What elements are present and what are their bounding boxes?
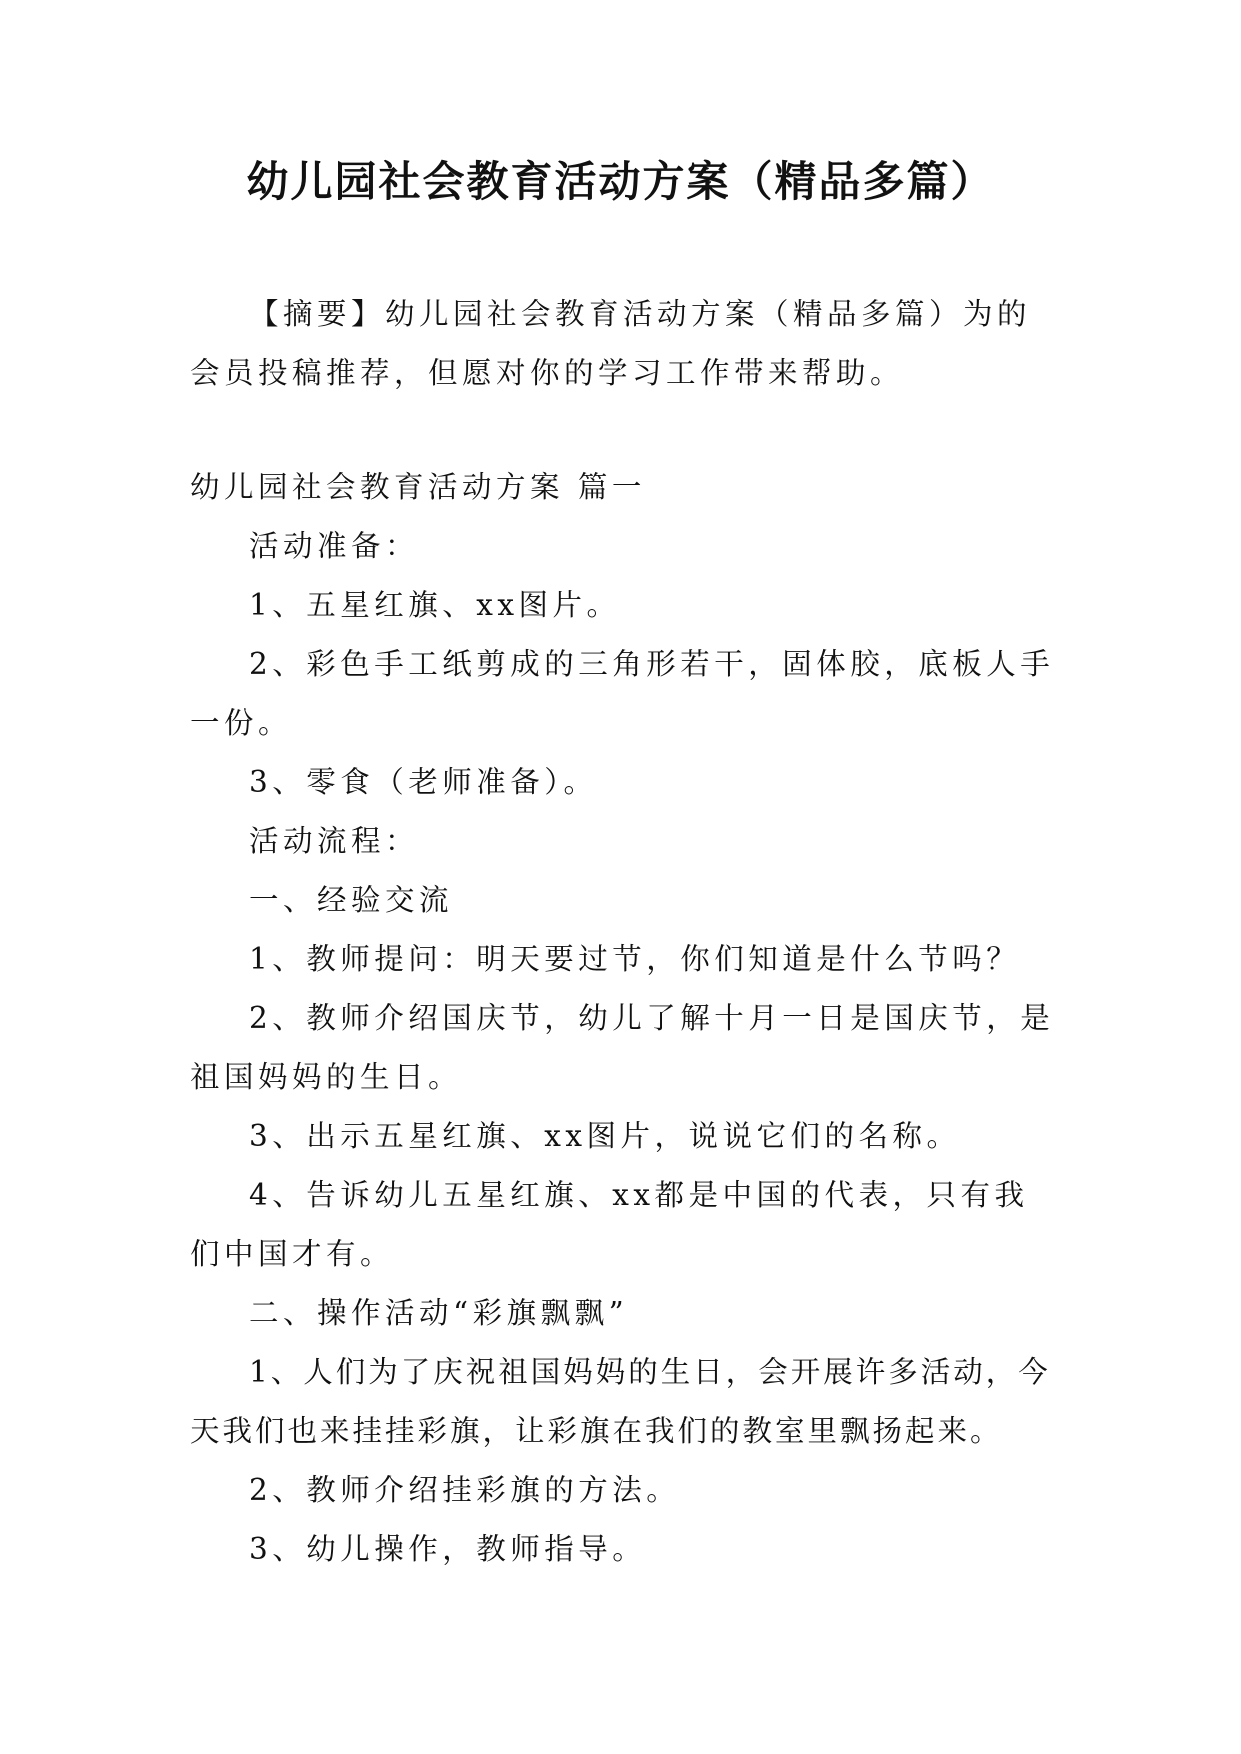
content-block: [190, 458, 1060, 1579]
abstract-block: [190, 285, 1060, 403]
paragraph-step-one-item-1: 1、教师提问：明天要过节，你们知道是什么节吗？: [249, 942, 1021, 976]
document-title: 幼儿园社会教育活动方案（精品多篇）: [246, 157, 995, 206]
paragraph-prep-heading: 活动准备：: [249, 529, 420, 563]
paragraph-step-one-item-3: 3、出示五星红旗、xx图片，说说它们的名称。: [249, 1119, 961, 1153]
paragraph-flow-heading: 活动流程：: [249, 824, 420, 858]
paragraph-step-two-heading: 二、操作活动“彩旗飘飘”: [249, 1296, 629, 1330]
paragraph-step-two-item-2: 2、教师介绍挂彩旗的方法。: [249, 1473, 681, 1507]
abstract-paragraph: 【摘要】幼儿园社会教育活动方案（精品多篇）为的会员投稿推荐，但愿对你的学习工作带来帮助。: [190, 297, 1032, 390]
paragraph-prep-item-2: 2、彩色手工纸剪成的三角形若干，固体胶，底板人手一份。: [190, 647, 1055, 740]
paragraph-prep-item-1: 1、五星红旗、xx图片。: [249, 588, 621, 622]
paragraph-step-one-heading: 一、经验交流: [249, 883, 454, 917]
section-heading: 幼儿园社会教育活动方案 篇一: [190, 470, 646, 504]
paragraph-step-one-item-2: 2、教师介绍国庆节，幼儿了解十月一日是国庆节，是祖国妈妈的生日。: [190, 1001, 1055, 1094]
paragraph-step-one-item-4: 4、告诉幼儿五星红旗、xx都是中国的代表，只有我们中国才有。: [190, 1178, 1029, 1271]
paragraph-prep-item-3: 3、零食（老师准备）。: [249, 765, 598, 799]
paragraph-step-two-item-3: 3、幼儿操作，教师指导。: [249, 1532, 647, 1566]
paragraph-step-two-item-1: 1、人们为了庆祝祖国妈妈的生日，会开展许多活动，今天我们也来挂挂彩旗，让彩旗在我们的教室里飘扬起来。: [190, 1355, 1051, 1448]
